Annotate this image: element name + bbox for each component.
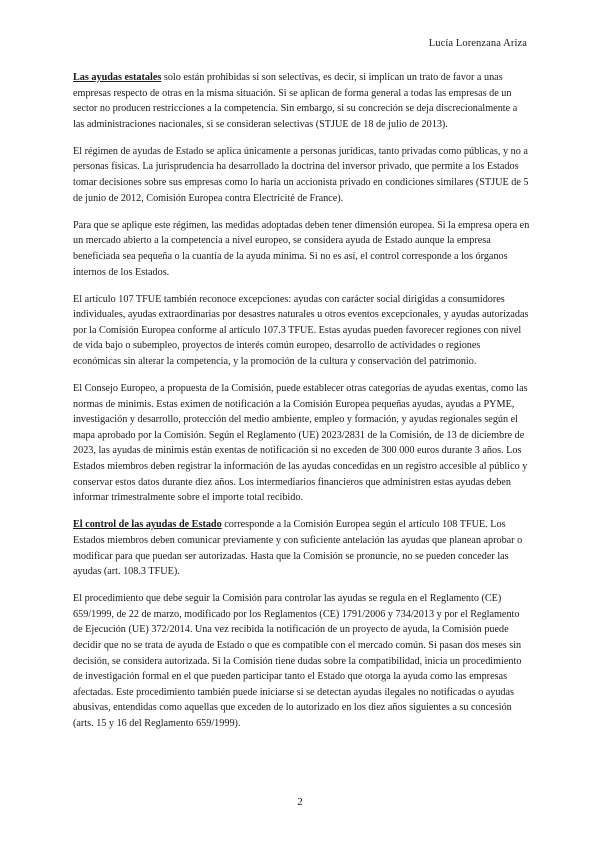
- paragraph-dimension-europea: [73, 218, 530, 280]
- paragraph-control: [73, 517, 530, 579]
- paragraph-text: solo están prohibidas si son selectivas, es decir, si implican un trato de favor a unas empresas respecto de otras en la misma situación. Si se aplican de forma general a todas las empresas de un sector no producen restricciones a la competencia. Sin embargo, si su concreción se deja discrecionalmente a las administraciones nacionales, si se consideran selectivas (STJUE de 18 de julio de 2013).: [73, 72, 518, 130]
- paragraph-text: corresponde a la Comisión Europea según el artículo 108 TFUE. Los Estados miembros deben comunicar previamente y con suficiente antelación las ayudas que planean aprobar o modificar para que puedan ser autorizadas. Hasta que la Comisión se pronuncie, no se pueden conceder las ayudas (art. 108.3 TFUE).: [73, 519, 523, 578]
- paragraph-text: El procedimiento que debe seguir la Comisión para controlar las ayudas se regula en el Reglamento (CE) 659/1999, de 22 de marzo, modificado por los Reglamentos (CE) 1791/2006 y 734/2013 y por el Reglamento de Ejecución (UE) 372/2014. Una vez recibida la notificación de un proyecto de ayuda, la Comisión puede decidir que no se trata de ayuda de Estado o que es compatible con el mercado común. Si pasan dos meses sin decisión, se considera autorizada. Si la Comisión tiene dudas sobre la compatibilidad, inicia un procedimiento de investigación formal en el que pueden participar tanto el Estado que otorga la ayuda como las empresas afectadas. Este procedimiento también puede iniciarse si se detectan ayudas ilegales no notificadas o ayudas abusivas, entendidas como aquellas que exceden de lo autorizado en los diez años siguientes a su concesión (arts. 15 y 16 del Reglamento 659/1999).: [73, 593, 522, 729]
- paragraph-ayudas-estatales: [73, 70, 530, 132]
- section-heading-control: El control de las ayudas de Estado: [73, 519, 222, 531]
- paragraph-procedimiento: [73, 591, 530, 731]
- paragraph-text: El Consejo Europeo, a propuesta de la Comisión, puede establecer otras categorías de ayudas exentas, como las normas de minimis. Estas eximen de notificación a la Comisión Europea pequeñas ayudas, ayudas a PYME, investigación y desarrollo, protección del medio ambiente, empleo y formación, y ayudas regionales según el mapa aprobado por la Comisión. Según el Reglamento (UE) 2023/2831 de la Comisión, de 13 de diciembre de 2023, las ayudas de minimis están exentas de notificación si no exceden de 300 000 euros durante 3 años. Los Estados miembros deben registrar la información de las ayudas concedidas en un registro accesible al público y conservar estos datos durante diez años. Los intermediarios financieros que administren estas ayudas deben informar trimestralmente sobre el importe total recibido.: [73, 383, 528, 504]
- paragraph-text: El régimen de ayudas de Estado se aplica únicamente a personas jurídicas, tanto privadas como públicas, y no a personas físicas. La jurisprudencia ha desarrollado la doctrina del inversor privado, que permite a los Estados tomar decisiones sobre sus empresas como lo haría un accionista privado en condiciones similares (STJUE de 5 de junio de 2012, Comisión Europea contra Electricité de France).: [73, 145, 529, 204]
- page-number: 2: [297, 796, 303, 808]
- document-body: [73, 70, 530, 743]
- paragraph-text: El artículo 107 TFUE también reconoce excepciones: ayudas con carácter social dirigidas a consumidores individuales, ayudas extraordinarias por desastres naturales u otros eventos excepcionales, y ayudas autorizadas por la Comisión Europea conforme al artículo 107.3 TFUE. Estas ayudas pueden favorecer regiones con nivel de vida bajo o subempleo, proyectos de interés común europeo, desarrollo de actividades o regiones económicas sin alterar la competencia, y la promoción de la cultura y conservación del patrimonio.: [73, 293, 529, 367]
- paragraph-regimen: [73, 144, 530, 206]
- section-heading-ayudas-estatales: Las ayudas estatales: [73, 72, 162, 83]
- paragraph-text: Para que se aplique este régimen, las medidas adoptadas deben tener dimensión europea. Si la empresa opera en un mercado abierto a la competencia a nivel europeo, se considera ayuda de Estado aunque la empresa beneficiada sea pequeña o la cuantía de la ayuda mínima. Si no es así, el control corresponde a los órganos internos de los Estados.: [73, 219, 530, 278]
- paragraph-excepciones: [73, 292, 530, 370]
- header-author: Lucía Lorenzana Ariza: [428, 38, 527, 49]
- paragraph-de-minimis: [73, 381, 530, 506]
